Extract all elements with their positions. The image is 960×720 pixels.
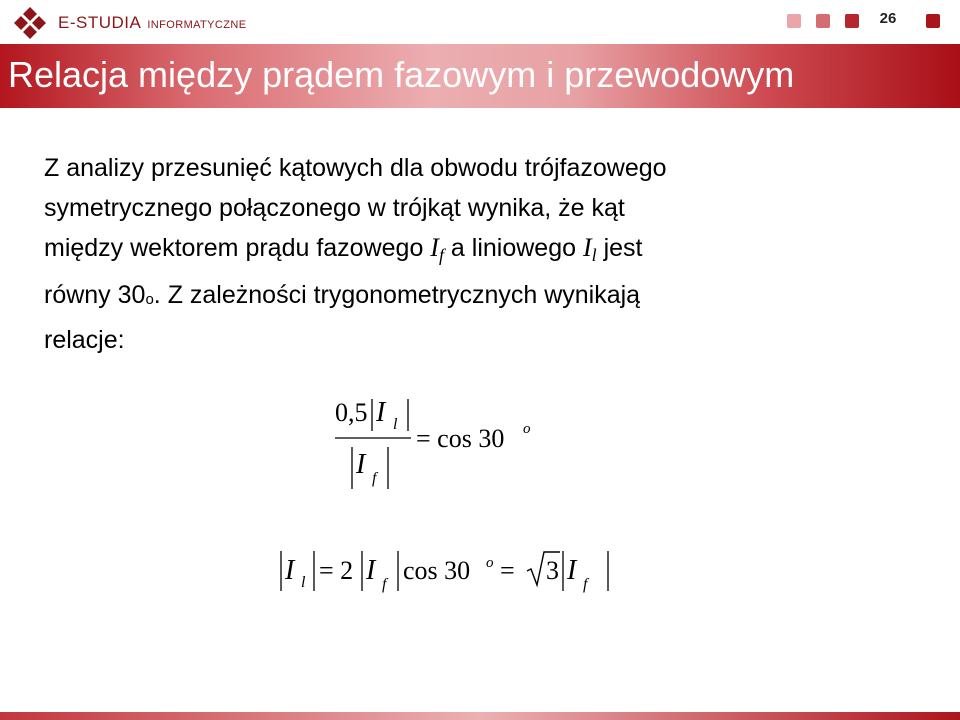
formula-line-current <box>278 545 618 595</box>
logo <box>10 6 246 40</box>
line-current-symbol <box>582 233 597 265</box>
decor-square-3 <box>845 14 859 28</box>
body-line-4 <box>44 275 884 320</box>
f1-degree: o <box>523 421 531 437</box>
f2-eq: = <box>500 556 515 585</box>
f1-rhs: = cos 30 <box>416 424 505 453</box>
body-line-1: Z analizy przesunięć kątowych dla obwodu trójfazowego <box>44 154 667 182</box>
f2-I-line: I <box>285 555 295 586</box>
phase-current-I: I <box>430 233 439 262</box>
body-line-3-a: między wektorem prądu fazowego <box>44 234 431 262</box>
bottom-bar <box>0 712 960 720</box>
f1-sub-l: l <box>393 416 398 433</box>
estudia-logo-icon <box>10 6 50 40</box>
body-line-2: symetrycznego połączonego w trójkąt wynika, że kąt <box>44 194 625 222</box>
logo-main-text: E-STUDIA <box>58 13 142 32</box>
line-current-sub: l <box>591 245 597 265</box>
decor-square-2 <box>816 14 830 28</box>
decor-square-1 <box>787 14 801 28</box>
page-number: 26 <box>879 10 897 27</box>
body-line-5: relacje: <box>44 326 125 354</box>
f2-sqrt-value: 3 <box>546 556 559 585</box>
body-line-3 <box>44 228 884 275</box>
logo-text <box>58 13 246 33</box>
degree-mark: o <box>145 291 154 308</box>
f1-sub-f: f <box>372 470 377 487</box>
f1-coefficient: 0,5 <box>335 398 368 427</box>
formula-ratio <box>333 395 563 495</box>
f2-I-phase-2: I <box>567 555 577 586</box>
f2-I-phase: I <box>366 555 376 586</box>
logo-sub-text: INFORMATYCZNE <box>147 19 247 31</box>
f1-I-numerator: I <box>376 397 386 428</box>
phase-current-sub: f <box>438 245 444 265</box>
f2-degree: o <box>486 555 494 571</box>
body-paragraph <box>44 148 884 360</box>
f1-I-denominator: I <box>356 449 366 480</box>
body-line-3-b: a liniowego <box>443 234 583 262</box>
f2-sub-l: l <box>301 574 306 591</box>
line-current-I: I <box>582 233 592 262</box>
f2-eq-two: = 2 <box>319 556 354 585</box>
f2-cos: cos 30 <box>403 556 471 585</box>
body-line-4-b: . Z zależności trygonometrycznych wynikają <box>153 281 641 309</box>
body-line-3-c: jest <box>596 234 643 262</box>
slide-title: Relacja między prądem fazowym i przewodowym <box>8 54 795 95</box>
decor-square-4 <box>926 14 940 28</box>
f2-sub-f-2: f <box>583 576 588 593</box>
phase-current-symbol <box>430 233 444 265</box>
body-line-4-a: równy 30 <box>44 281 146 309</box>
f2-sub-f: f <box>382 576 387 593</box>
